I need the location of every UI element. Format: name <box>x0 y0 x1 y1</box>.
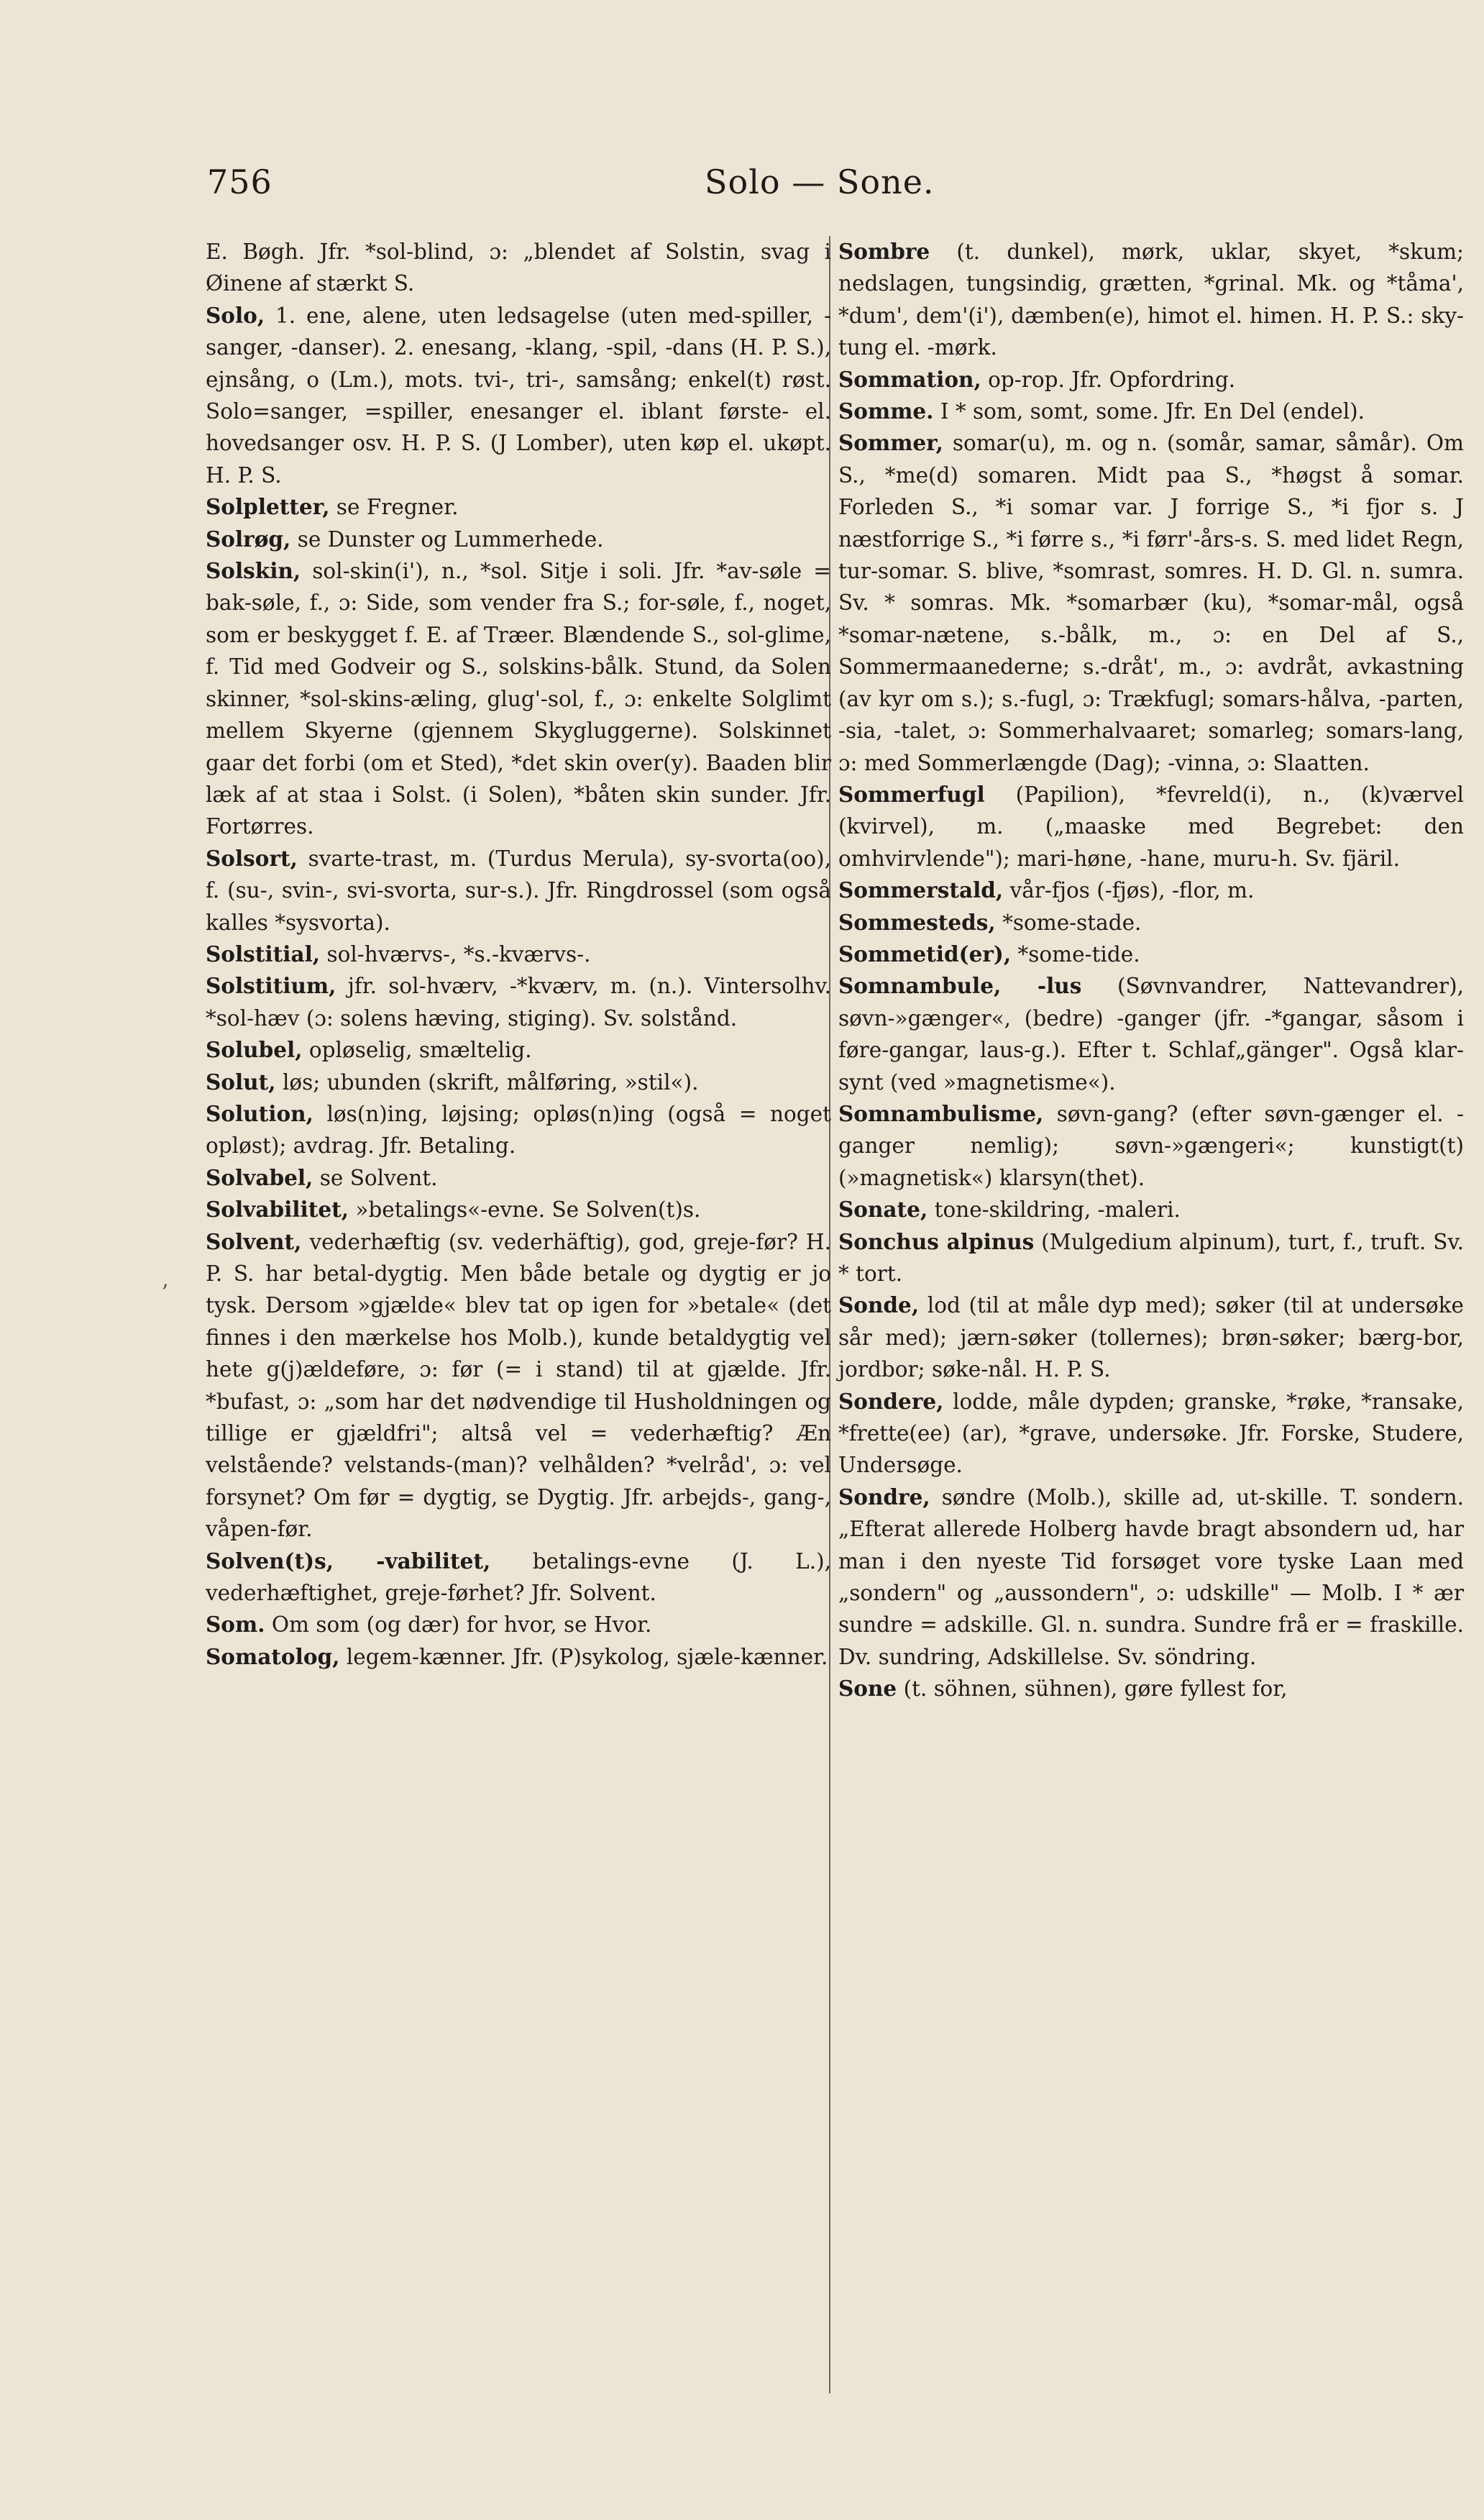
dictionary-entry <box>206 1034 831 1066</box>
entry-headword: Somme. <box>838 398 934 424</box>
entry-text: Om som (og dær) for hvor, se Hvor. <box>271 1612 652 1638</box>
entry-headword: Solrøg, <box>206 526 291 552</box>
entry-text: jfr. sol-hværv, -*kværv, m. (n.). Vintersolhv. *sol-hæv (ɔ: solens hæving, stiging). Sv. solstånd. <box>206 974 831 1031</box>
entry-text: søvn-gang? (efter søvn-gænger el. -ganger nemlig); søvn-»gængeri«; kunstigt(t) (»magnetisk«) klarsyn(thet). <box>838 1101 1464 1190</box>
entry-headword: Somnambulisme, <box>838 1100 1044 1126</box>
dictionary-entry <box>206 1067 831 1098</box>
entry-headword: Somnambule, -lus <box>838 973 1082 999</box>
dictionary-entry <box>206 939 831 970</box>
dictionary-entry <box>838 1098 1464 1194</box>
entry-headword: Sondere, <box>838 1388 944 1414</box>
entry-headword: Solstitial, <box>206 941 321 967</box>
dictionary-entry <box>838 939 1464 970</box>
entry-text: søndre (Molb.), skille ad, ut-skille. T. sondern. „Efterat allerede Holberg havde bragt absondern ud, har man i den nyeste Tid forsøget vore tyske Laan med „sondern" og „aussondern", ɔ: udskille" — Molb. I * ær sundre = adskille. Gl. n. sundra. Sundre frå er = fraskille. Dv. sundring, Adskillelse. Sv. söndring. <box>838 1484 1464 1669</box>
entry-headword: Sonate, <box>838 1197 928 1223</box>
dictionary-entry <box>838 875 1464 906</box>
entry-headword: Solstitium, <box>206 973 336 999</box>
dictionary-entry <box>838 364 1464 396</box>
page-number: 756 <box>207 163 272 201</box>
dictionary-entry <box>838 1386 1464 1482</box>
dictionary-entry <box>206 300 831 491</box>
entry-headword: Sommetid(er), <box>838 941 1012 967</box>
dictionary-entry <box>838 1673 1464 1704</box>
entry-headword: Solution, <box>206 1100 313 1126</box>
entry-text: E. Bøgh. Jfr. *sol-blind, ɔ: „blendet af Solstin, svag i Øinene af stærkt S. <box>206 239 831 296</box>
running-head: Solo — Sone. <box>705 163 935 201</box>
dictionary-entry <box>838 427 1464 778</box>
entry-headword: Solvent, <box>206 1228 302 1254</box>
entry-headword: Sommation, <box>838 366 981 392</box>
entry-text: svarte-trast, m. (Turdus Merula), sy-svorta(oo), f. (su-, svin-, svi-svorta, sur-s.). Jfr. Ringdrossel (som også kalles *sysvorta). <box>206 846 831 935</box>
dictionary-entry <box>838 907 1464 939</box>
entry-headword: Solven(t)s, -vabilitet, <box>206 1548 491 1574</box>
entry-text: 1. ene, alene, uten ledsagelse (uten med-spiller, -sanger, -danser). 2. enesang, -klang, -spil, -dans (H. P. S.), ejnsång, o (Lm.), mots. tvi-, tri-, samsång; enkel(t) røst. Solo=sanger, =spiller, enesanger el. iblant første- el. hovedsanger osv. H. P. S. (J Lomber), uten køp el. ukøpt. H. P. S. <box>206 303 831 488</box>
dictionary-entry <box>206 843 831 939</box>
entry-text: (Mulgedium alpinum), turt, f., truft. Sv. * tort. <box>838 1229 1464 1286</box>
dictionary-entry <box>206 1641 831 1673</box>
entry-text: (Papilion), *fevreld(i), n., (k)værvel (kvirvel), m. („maaske med Begrebet: den omhvirvlende"); mari-høne, -hane, muru-h. Sv. fjäril. <box>838 782 1464 871</box>
dictionary-entry <box>838 1194 1464 1225</box>
dictionary-entry <box>838 396 1464 427</box>
left-column <box>206 236 831 1673</box>
entry-text: se Fregner. <box>336 495 459 520</box>
dictionary-entry <box>206 1226 831 1546</box>
entry-headword: Somatolog, <box>206 1643 340 1669</box>
dictionary-entry <box>838 779 1464 875</box>
entry-text: vederhæftig (sv. vederhäftig), god, greje-før? H. P. S. har betal-dygtig. Men både betale og dygtig er jo tysk. Dersom »gjælde« blev tat op igen for »betale« (det finnes i den mærkelse hos Molb.), kunde betaldygtig vel hete g(j)ældeføre, ɔ: før (= i stand) til at gjælde. Jfr. *bufast, ɔ: „som har det nødvendige til Husholdningen og tillige er gjældfri"; altså vel = vederhæftig? Æn velstående? velstands-(man)? velhålden? *velråd', ɔ: vel forsynet? Om før = dygtig, se Dygtig. Jfr. arbejds-, gang-, våpen-før. <box>206 1229 831 1542</box>
entry-headword: Sommerfugl <box>838 781 985 807</box>
dictionary-entry <box>206 491 831 523</box>
entry-headword: Sombre <box>838 239 930 264</box>
entry-text: (Søvnvandrer, Nattevandrer), søvn-»gænger«, (bedre) -ganger (jfr. -*gangar, såsom i føre-gangar, laus-g.). Efter t. Schlaf„gänger". Også klar-synt (ved »magnetisme«). <box>838 974 1464 1095</box>
entry-headword: Sonchus alpinus <box>838 1228 1035 1254</box>
entry-text: somar(u), m. og n. (somår, samar, såmår). Om S., *me(d) somaren. Midt paa S., *høgst å somar. Forleden S., *i somar var. J forrige S., *i fjor s. J næstforrige S., *i førre s., *i førr'-års-s. S. med lidet Regn, tur-somar. S. blive, *somrast, somres. H. D. Gl. n. sumra. Sv. * somras. Mk. *somarbær (ku), *somar-mål, også *somar-nætene, s.-bålk, m., ɔ: en Del af S., Sommermaanederne; s.-dråt', m., ɔ: avdråt, avkastning (av kyr om s.); s.-fugl, ɔ: Trækfugl; somars-hålva, -parten, -sia, -talet, ɔ: Sommerhalvaaret; somarleg; somars-lang, ɔ: med Sommerlængde (Dag); -vinna, ɔ: Slaatten. <box>838 431 1464 775</box>
entry-headword: Sommer, <box>838 430 943 456</box>
entry-text: »betalings«-evne. Se Solven(t)s. <box>355 1197 701 1223</box>
margin-mark: ‚ <box>162 1267 169 1292</box>
entry-text: løs; ubunden (skrift, målføring, »stil«). <box>282 1069 699 1095</box>
dictionary-entry <box>206 555 831 843</box>
dictionary-entry <box>206 970 831 1034</box>
dictionary-entry <box>206 1098 831 1162</box>
entry-text: tone-skildring, -maleri. <box>934 1197 1181 1223</box>
entry-headword: Solvabilitet, <box>206 1197 349 1223</box>
entry-headword: Som. <box>206 1612 265 1638</box>
entry-headword: Solsort, <box>206 845 298 871</box>
entry-headword: Sommerstald, <box>838 877 1004 903</box>
entry-headword: Solpletter, <box>206 494 330 520</box>
entry-text: løs(n)ing, løjsing; opløs(n)ing (også = noget opløst); avdrag. Jfr. Betaling. <box>206 1101 831 1159</box>
right-column <box>838 236 1464 1705</box>
entry-text: lodde, måle dypden; granske, *røke, *ransake, *frette(ee) (ar), *grave, undersøke. Jfr. Forske, Studere, Undersøge. <box>838 1389 1464 1478</box>
entry-text: op-rop. Jfr. Opfordring. <box>988 367 1236 392</box>
entry-headword: Solskin, <box>206 558 301 584</box>
dictionary-entry <box>838 1482 1464 1673</box>
entry-headword: Solo, <box>206 302 265 328</box>
entry-text: se Dunster og Lummerhede. <box>297 526 604 552</box>
entry-headword: Solubel, <box>206 1037 303 1063</box>
entry-text: se Solvent. <box>319 1165 438 1190</box>
entry-text: opløselig, smæltelig. <box>308 1038 532 1063</box>
entry-text: *some-tide. <box>1017 941 1140 967</box>
entry-text: sol-hværvs-, *s.-kværvs-. <box>326 941 591 967</box>
dictionary-entry <box>206 1546 831 1610</box>
entry-headword: Sonde, <box>838 1292 920 1318</box>
dictionary-entry <box>206 1609 831 1640</box>
dictionary-entry <box>206 1162 831 1194</box>
dictionary-entry <box>838 236 1464 364</box>
dictionary-entry <box>206 524 831 555</box>
entry-headword: Solvabel, <box>206 1164 313 1190</box>
entry-text: (t. söhnen, sühnen), gøre fyllest for, <box>903 1676 1288 1702</box>
dictionary-entry <box>838 970 1464 1098</box>
entry-headword: Sone <box>838 1676 897 1702</box>
entry-headword: Solut, <box>206 1069 276 1095</box>
entry-text: *some-stade. <box>1002 910 1142 935</box>
entry-headword: Sommesteds, <box>838 909 996 935</box>
dictionary-entry <box>838 1289 1464 1385</box>
dictionary-entry <box>206 1194 831 1225</box>
entry-text: lod (til at måle dyp med); søker (til at undersøke sår med); jærn-søker (tollernes); brøn-søker; bærg-bor, jordbor; søke-nål. H. P. S. <box>838 1293 1464 1382</box>
dictionary-entry <box>838 1226 1464 1290</box>
entry-text: sol-skin(i'), n., *sol. Sitje i soli. Jfr. *av-søle = bak-søle, f., ɔ: Side, som vender fra S.; for-søle, f., noget, som er beskygget f. E. af Træer. Blændende S., sol-glime, f. Tid med Godveir og S., solskins-bålk. Stund, da Solen skinner, *sol-skins-æling, glug'-sol, f., ɔ: enkelte Solglimt mellem Skyerne (gjennem Skygluggerne). Solskinnet gaar det forbi (om et Sted), *det skin over(y). Baaden blir læk af at staa i Solst. (i Solen), *båten skin sunder. Jfr. Fortørres. <box>206 559 831 839</box>
entry-text: (t. dunkel), mørk, uklar, skyet, *skum; nedslagen, tungsindig, grætten, *grinal. Mk. og *tåma', *dum', dem'(i'), dæmben(e), himot el. himen. H. P. S.: sky-tung el. -mørk. <box>838 239 1464 360</box>
dictionary-entry <box>206 236 831 300</box>
entry-text: legem-kænner. Jfr. (P)sykolog, sjæle-kænner. <box>346 1644 828 1669</box>
entry-text: betalings-evne (J. L.), vederhæftighet, greje-førhet? Jfr. Solvent. <box>206 1548 831 1606</box>
entry-text: vår-fjos (-fjøs), -flor, m. <box>1009 878 1255 903</box>
entry-headword: Sondre, <box>838 1484 930 1510</box>
entry-text: I * som, somt, some. Jfr. En Del (endel). <box>940 399 1365 424</box>
